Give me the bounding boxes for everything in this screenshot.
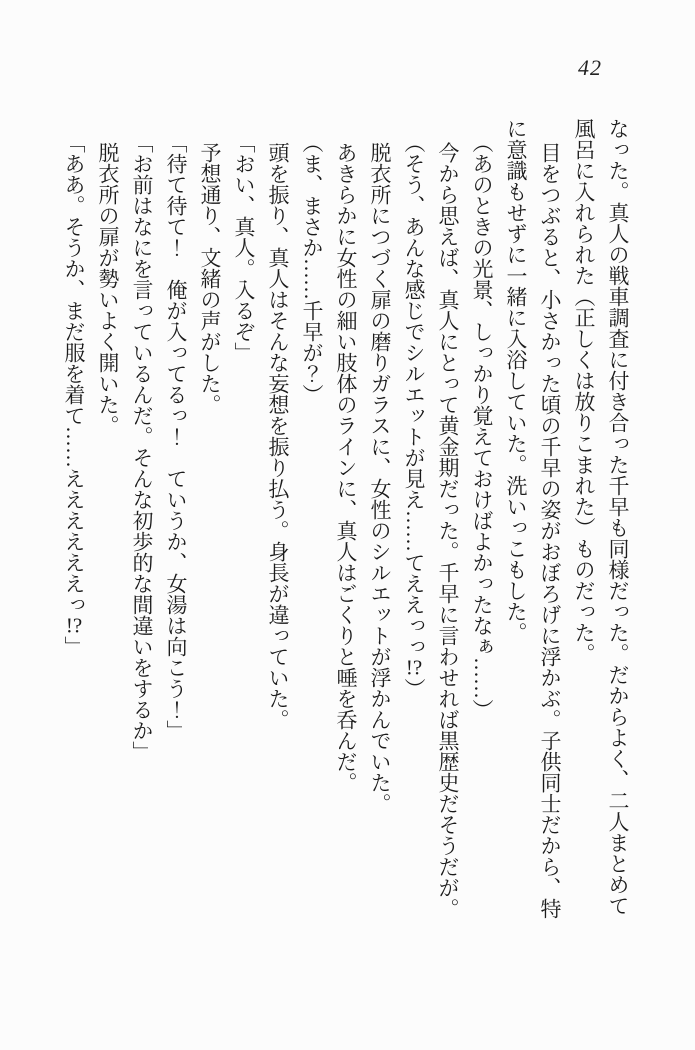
page-number: 42 <box>578 55 602 80</box>
text-line: （ま、まさか……千早が？） <box>300 132 324 405</box>
text-line: 脱衣所につづく扉の磨りガラスに、女性のシルエットが浮かんでいた。 <box>368 142 392 814</box>
vertical-text-block <box>57 118 635 933</box>
text-line: 予想通り、文緒の声がした。 <box>198 142 222 415</box>
text-line: 「待て待て！ 俺が入ってるっ！ ていうか、女湯は向こう！」 <box>164 132 188 741</box>
text-line: 今から思えば、真人にとって黄金期だった。千早に言わせれば黒歴史だそうだが。 <box>436 142 460 919</box>
text-line: 頭を振り、真人はそんな妄想を振り払う。身長が違っていた。 <box>266 142 290 730</box>
text-line: （あのときの光景、しっかり覚えておけばよかったなぁ……） <box>470 132 494 720</box>
exclamation-question-tcy: !? <box>405 657 423 678</box>
text-line: 「おい、真人。入るぞ」 <box>232 132 256 363</box>
text-line: 脱衣所の扉が勢いよく開いた。 <box>96 142 120 436</box>
text-line: 「ああ。そうか、まだ服を着て……ええええええっ!?」 <box>62 132 86 657</box>
text-line: 「お前はなにを言っているんだ。そんな初歩的な間違いをするか」 <box>130 132 154 762</box>
text-line: 風呂に入れられた（正しくは放りこまれた）ものだった。 <box>572 118 596 664</box>
text-line: あきらかに女性の細い肢体のラインに、真人はごくりと唾を呑んだ。 <box>334 142 358 793</box>
text-line: （そう、あんな感じでシルエットが見え……てええっっ!?） <box>402 132 426 699</box>
exclamation-question-tcy: !? <box>65 615 83 636</box>
text-line: に意識もせずに一緒に入浴していた。洗いっこもした。 <box>504 118 528 643</box>
text-line: なった。真人の戦車調査に付き合った千早も同様だった。だからよく、二人まとめて <box>606 118 630 916</box>
text-line: 目をつぶると、小さかった頃の千早の姿がおぼろげに浮かぶ。子供同士だから、特 <box>538 142 562 919</box>
